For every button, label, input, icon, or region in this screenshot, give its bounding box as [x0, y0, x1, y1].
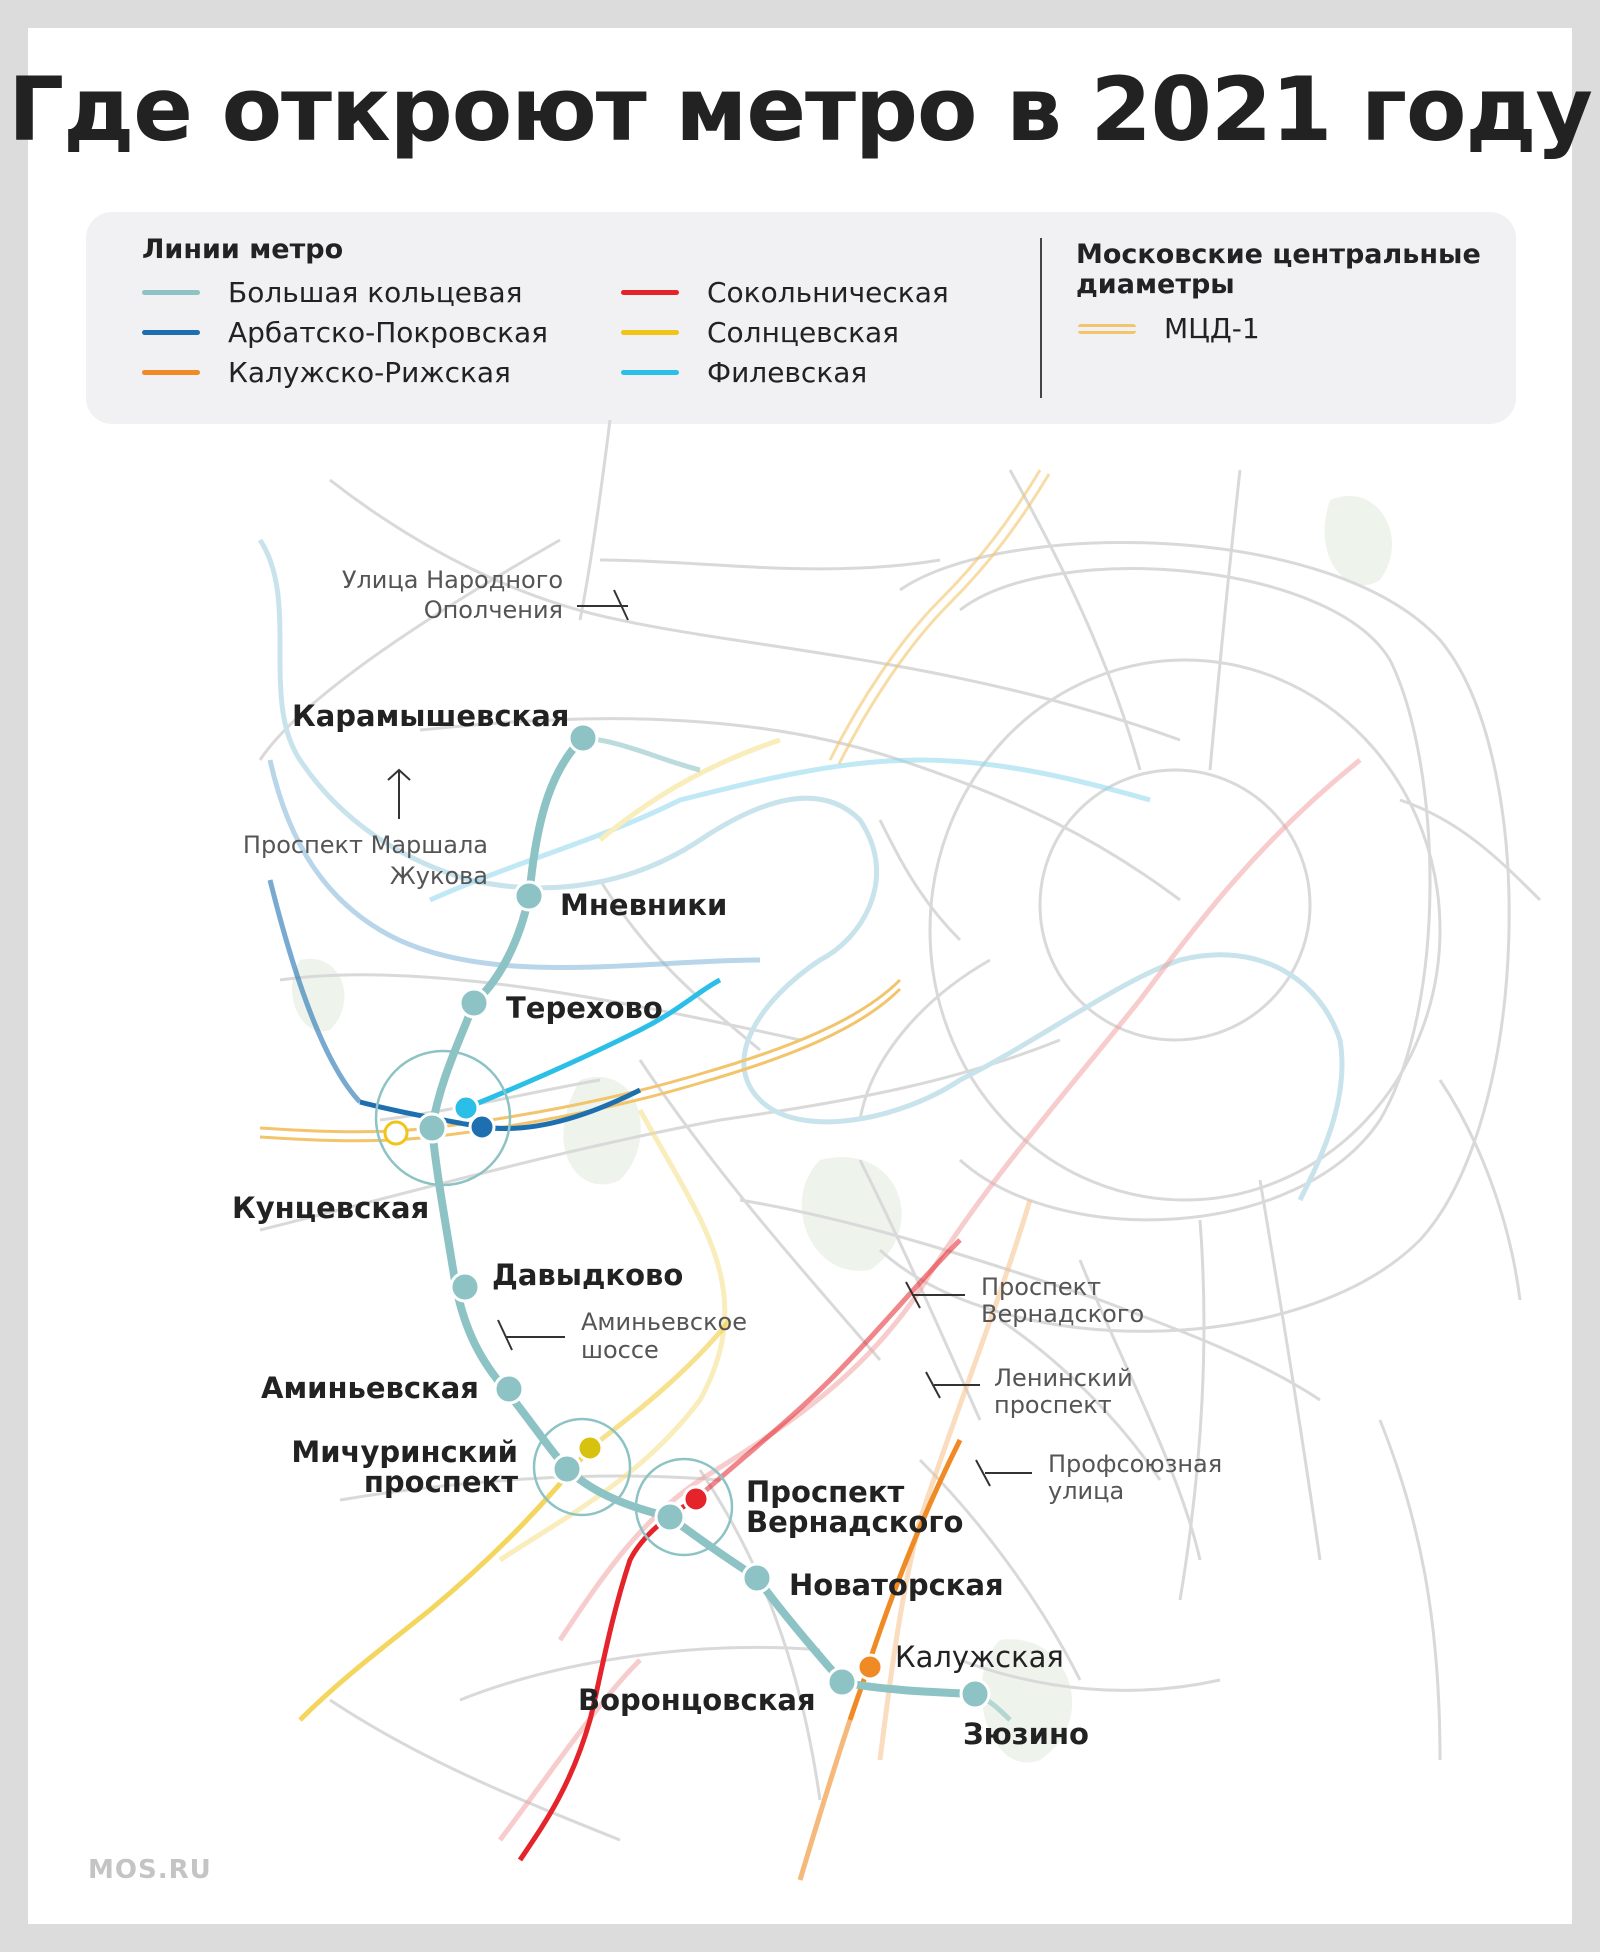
- label-mnevniki: Мневники: [560, 888, 728, 922]
- label-novatorskaya: Новаторская: [789, 1568, 1004, 1602]
- legend-mcd-heading-line1: Московские центральные: [1076, 239, 1481, 270]
- station-karamyshevskaya[interactable]: [569, 724, 597, 752]
- street-leninsky-line1: Ленинский: [994, 1364, 1133, 1392]
- label-davydkovo: Давыдково: [492, 1258, 684, 1292]
- station-zyuzino[interactable]: [961, 1680, 989, 1708]
- station-kuntsevskaya-arbatsko[interactable]: [470, 1115, 494, 1139]
- page-title: Где откроют метро в 2021 году: [8, 58, 1592, 161]
- legend-label: Сокольническая: [707, 276, 949, 309]
- station-kuntsevskaya[interactable]: [418, 1114, 446, 1142]
- leader-profsoyuznaya: [976, 1460, 1032, 1486]
- station-aminevskaya[interactable]: [495, 1375, 523, 1403]
- street-aminevskoe-line2: шоссе: [581, 1336, 659, 1364]
- legend-label: Солнцевская: [707, 316, 899, 349]
- leader-zhukova: [388, 770, 410, 819]
- label-zyuzino: Зюзино: [963, 1717, 1089, 1751]
- street-profsoyuznaya-line2: улица: [1048, 1477, 1125, 1505]
- legend-metro-heading: Линии метро: [142, 234, 344, 265]
- label-kuntsevskaya: Кунцевская: [232, 1191, 430, 1225]
- station-kuntsevskaya-mcd[interactable]: [385, 1122, 407, 1144]
- station-kaluzhskaya[interactable]: [858, 1655, 882, 1679]
- station-vorontsovskaya[interactable]: [828, 1668, 856, 1696]
- station-terekhovo[interactable]: [460, 989, 488, 1017]
- leader-aminevskoe: [498, 1320, 565, 1350]
- label-karamyshevskaya: Карамышевская: [292, 699, 570, 733]
- station-vernadskogo-sokolnicheskaya[interactable]: [684, 1487, 708, 1511]
- legend-label: Калужско-Рижская: [228, 356, 511, 389]
- label-vernadskogo-line2: Вернадского: [746, 1505, 964, 1539]
- street-leninsky-line2: проспект: [994, 1391, 1112, 1419]
- kaluzhsko-rizhskaya-line-south: [800, 1720, 850, 1880]
- street-zhukova-line1: Проспект Маршала: [242, 831, 488, 859]
- label-kaluzhskaya: Калужская: [895, 1640, 1064, 1674]
- legend-label: МЦД-1: [1164, 312, 1260, 345]
- station-michurinsky[interactable]: [553, 1455, 581, 1483]
- station-davydkovo[interactable]: [451, 1273, 479, 1301]
- street-pr-vernadskogo-line1: Проспект: [981, 1273, 1102, 1301]
- footer-logo: MOS.RU: [88, 1855, 212, 1885]
- station-novatorskaya[interactable]: [743, 1564, 771, 1592]
- label-vernadskogo-line1: Проспект: [746, 1475, 905, 1509]
- street-profsoyuznaya-line1: Профсоюзная: [1048, 1450, 1223, 1478]
- station-michurinsky-solntsevskaya[interactable]: [578, 1436, 602, 1460]
- label-terekhovo: Терехово: [506, 991, 663, 1025]
- existing-lines: [270, 740, 1360, 1840]
- label-aminevskaya: Аминьевская: [261, 1371, 479, 1405]
- legend-label: Арбатско-Покровская: [228, 316, 549, 349]
- street-narodnogo-line1: Улица Народного: [341, 566, 563, 594]
- station-vernadskogo[interactable]: [656, 1503, 684, 1531]
- label-michurinsky-line2: проспект: [363, 1465, 518, 1499]
- label-michurinsky-line1: Мичуринский: [291, 1435, 518, 1469]
- street-pr-vernadskogo-line2: Вернадского: [981, 1300, 1145, 1328]
- legend-label: Филевская: [707, 356, 868, 389]
- station-mnevniki[interactable]: [515, 882, 543, 910]
- street-zhukova-line2: Жукова: [389, 862, 488, 890]
- street-narodnogo-line2: Ополчения: [423, 596, 563, 624]
- legend-mcd-heading-line2: диаметры: [1076, 269, 1235, 300]
- label-vorontsovskaya: Воронцовская: [578, 1683, 816, 1717]
- legend-label: Большая кольцевая: [228, 276, 523, 309]
- street-aminevskoe-line1: Аминьевское: [581, 1308, 748, 1336]
